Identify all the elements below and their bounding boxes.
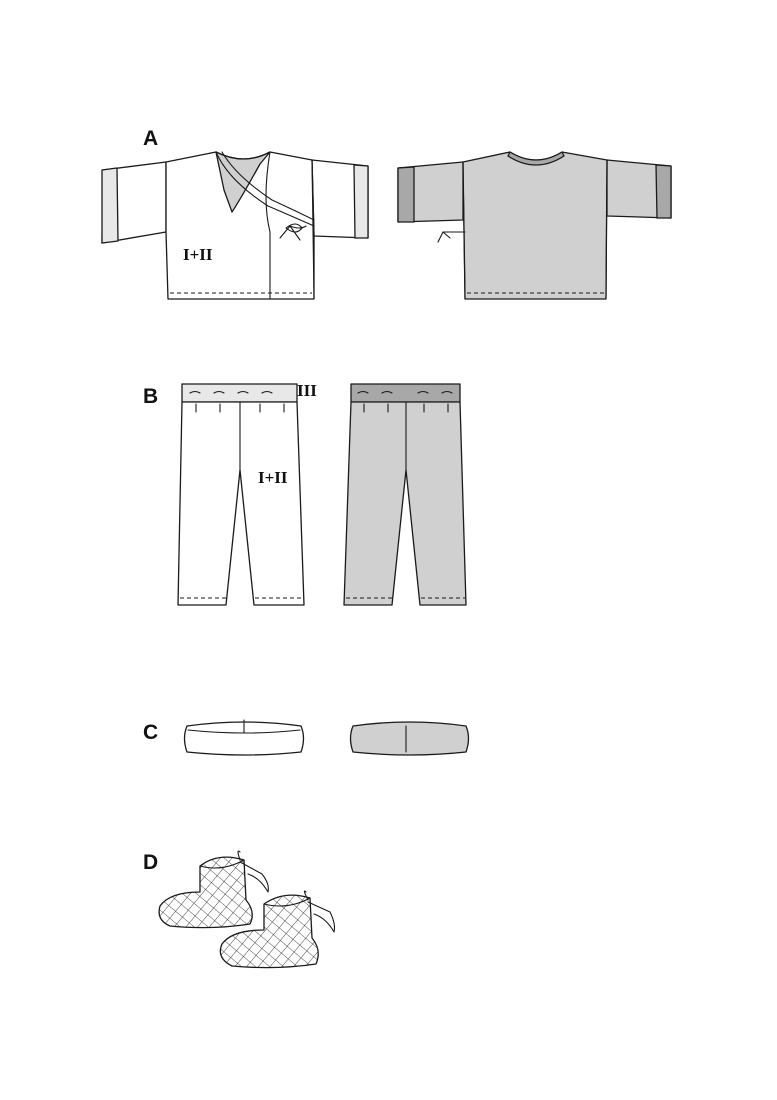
- view-label-b: B: [143, 385, 159, 408]
- view-c-back-headband: [351, 722, 469, 755]
- view-b-front-trousers: [178, 384, 304, 605]
- view-b-back-trousers: [344, 384, 466, 605]
- view-d-booties: [159, 851, 334, 968]
- view-label-a: A: [143, 127, 159, 150]
- pattern-piece-tag-b: I+II: [258, 468, 288, 487]
- pattern-piece-tag-a: I+II: [183, 245, 213, 264]
- view-c-front-headband: [185, 720, 304, 755]
- view-label-c: C: [143, 721, 159, 744]
- view-a-front-top: [102, 152, 368, 299]
- waistband-piece-tag-b: III: [297, 381, 317, 400]
- view-a-back-top: [398, 152, 671, 299]
- view-label-d: D: [143, 851, 159, 874]
